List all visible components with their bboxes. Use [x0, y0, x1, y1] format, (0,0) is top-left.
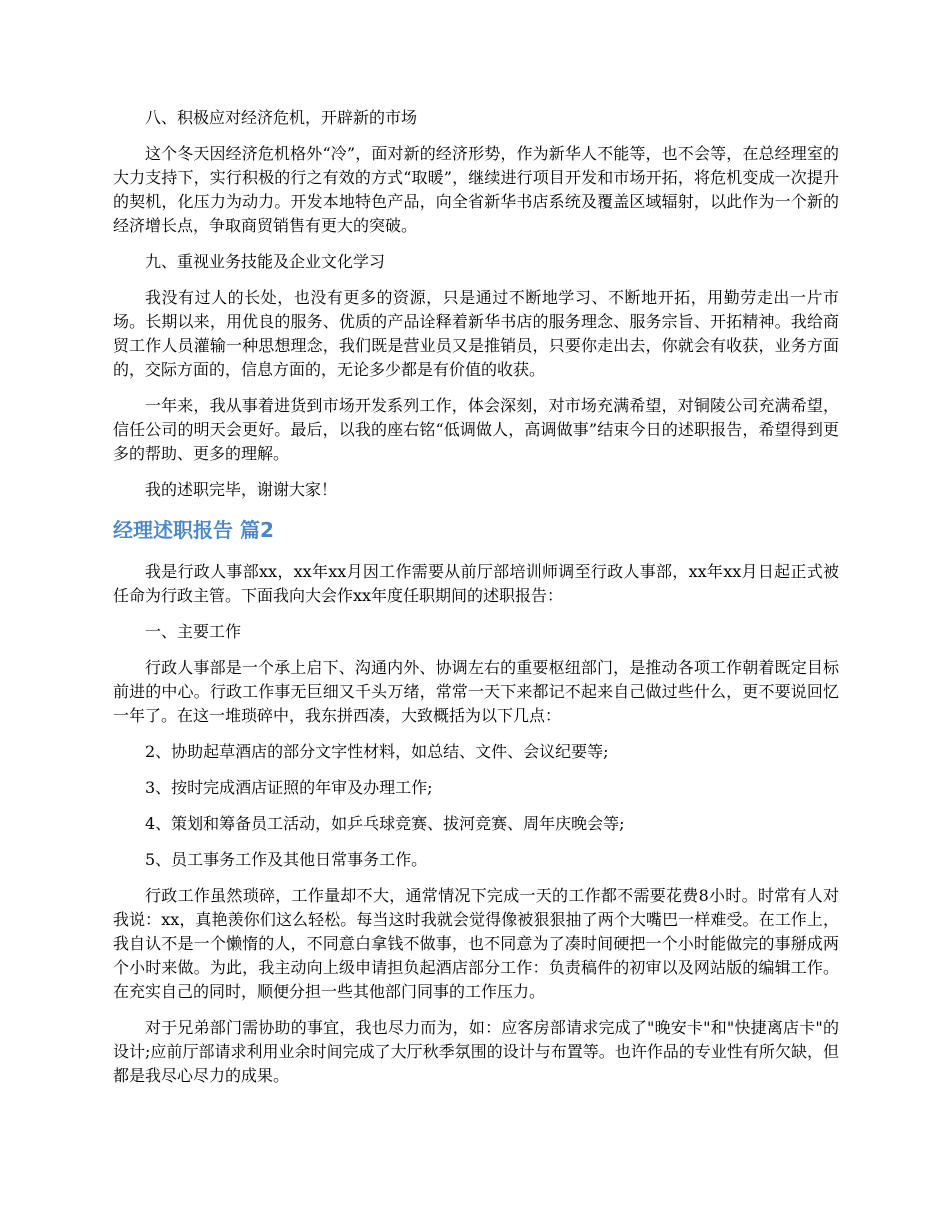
section-heading-main-work: 一、主要工作 — [145, 622, 242, 641]
paragraph-department-support: 对于兄弟部门需协助的事宜，我也尽力而为，如：应客房部请求完成了"晚安卡"和"快捷离店卡"的设计;应前厅部请求利用业余时间完成了大厅秋季氛围的设计与布置等。也许作品的专业性有所欠缺，但都是我尽心尽力的成果。 — [113, 1018, 839, 1085]
paragraph-closing: 我的述职完毕，谢谢大家！ — [145, 480, 338, 499]
paragraph-year-summary: 一年来，我从事着进货到市场开发系列工作，体会深刻，对市场充满希望，对铜陵公司充满希望，信任公司的明天会更好。最后，以我的座右铭“低调做人，高调做事”结束今日的述职报告，希望得到更多的帮助、更多的理解。 — [113, 396, 839, 463]
paragraph-work-load: 行政工作虽然琐碎，工作量却不大，通常情况下完成一天的工作都不需要花费8小时。时常有人对我说：xx，真艳羡你们这么轻松。每当这时我就会觉得像被狠狠抽了两个大嘴巴一样难受。在工作上，我自认不是一个懒惰的人，不同意白拿钱不做事，也不同意为了凑时间硬把一个小时能做完的事掰成两个小时来做。为此，我主动向上级申请担负起酒店部分工作：负责稿件的初审以及网站版的编辑工作。在充实自己的同时，顺便分担一些其他部门同事的工作压力。 — [113, 886, 839, 1001]
list-item-3: 3、按时完成酒店证照的年审及办理工作; — [145, 778, 433, 797]
report-title: 经理述职报告 篇2 — [113, 518, 274, 542]
paragraph-economic-crisis: 这个冬天因经济危机格外“冷”，面对新的经济形势，作为新华人不能等，也不会等，在总经理室的大力支持下，实行积极的行之有效的方式“取暖”，继续进行项目开发和市场开拓，将危机变成一次提升的契机，化压力为动力。开发本地特色产品，向全省新华书店系统及覆盖区域辐射，以此作为一个新的经济增长点，争取商贸销售有更大的突破。 — [113, 144, 839, 235]
list-item-4: 4、策划和筹备员工活动，如乒乓球竞赛、拔河竞赛、周年庆晚会等; — [145, 814, 625, 833]
list-item-2: 2、协助起草酒店的部分文字性材料，如总结、文件、会议纪要等; — [145, 742, 609, 761]
list-item-5: 5、员工事务工作及其他日常事务工作。 — [145, 850, 428, 869]
document-page — [113, 106, 839, 1100]
section-heading-nine: 九、重视业务技能及企业文化学习 — [145, 252, 386, 271]
paragraph-introduction: 我是行政人事部xx，xx年xx月因工作需要从前厅部培训师调至行政人事部，xx年xx月日起正式被任命为行政主管。下面我向大会作xx年度任职期间的述职报告： — [113, 562, 839, 605]
paragraph-learning: 我没有过人的长处，也没有更多的资源，只是通过不断地学习、不断地开拓，用勤劳走出一片市场。长期以来，用优良的服务、优质的产品诠释着新华书店的服务理念、服务宗旨、开拓精神。我给商贸工作人员灌输一种思想理念，我们既是营业员又是推销员，只要你走出去，你就会有收获，业务方面的，交际方面的，信息方面的，无论多少都是有价值的收获。 — [113, 288, 839, 379]
section-heading-eight: 八、积极应对经济危机，开辟新的市场 — [145, 108, 418, 127]
paragraph-admin-department: 行政人事部是一个承上启下、沟通内外、协调左右的重要枢纽部门，是推动各项工作朝着既定目标前进的中心。行政工作事无巨细又千头万绪，常常一天下来都记不起来自己做过些什么，更不要说回忆一年了。在这一堆琐碎中，我东拼西凑，大致概括为以下几点： — [113, 658, 839, 725]
